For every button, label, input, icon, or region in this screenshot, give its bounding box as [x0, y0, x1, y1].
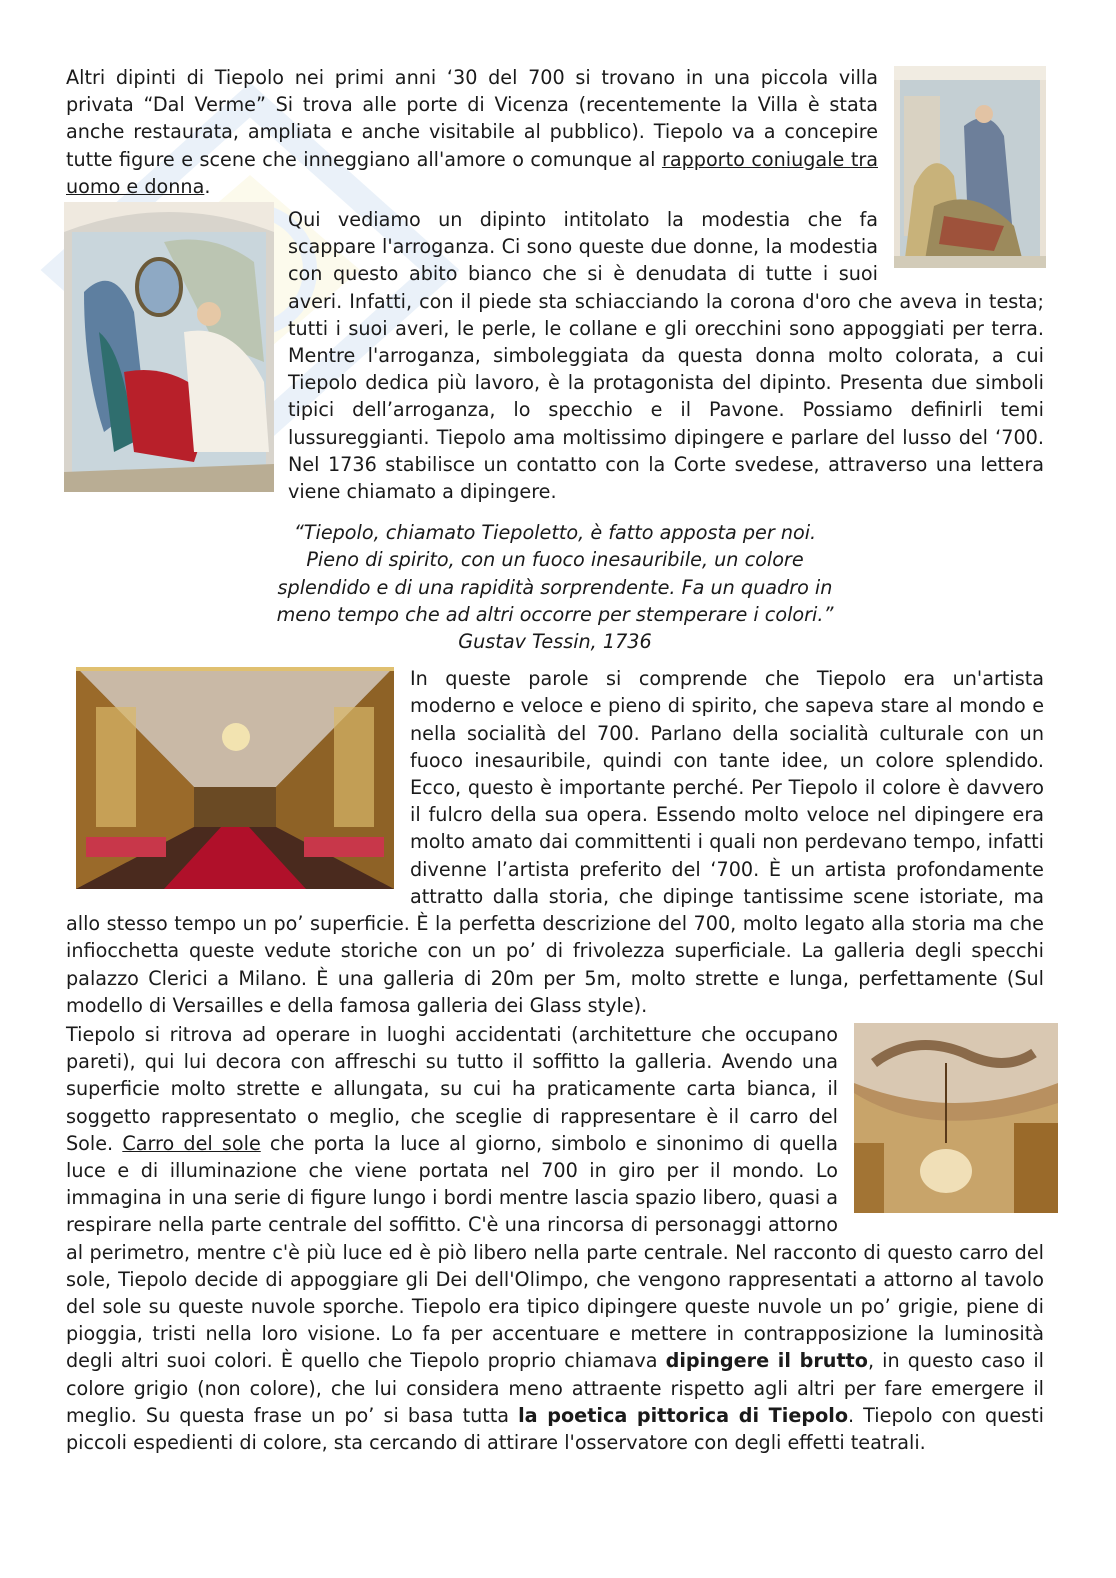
sole-bold-1: dipingere il brutto: [665, 1349, 868, 1373]
quote-line-3: splendido e di una rapidità sorprendente. Fa un quadro in: [277, 575, 833, 599]
quote-line-1: “Tiepolo, chiamato Tiepoletto, è fatto apposta per noi.: [293, 521, 817, 545]
galleria-paragraph: In queste parole si comprende che Tiepolo era un'artista moderno e veloce e pieno di spirito, che sapeva stare al mondo e nella socialità del 700. Parlano della socialità culturale con un fuoco inesauribile, quindi con tante idee, un colore splendido. Ecco, questo è importante perché. Per Tiepolo il colore è davvero il fulcro della sua opera. Essendo molto veloce nel dipingere era molto amato dai committenti i quali non perdevano tempo, infatti divenne l’artista preferito del ‘700. È un artista profondamente attratto dalla storia, che dipinge tantissime scene istoriate, ma allo stesso tempo un po’ superficie. È la perfetta descrizione del 700, molto legato alla storia ma che infiocchetta queste vedute storiche con un po’ di frivolezza superficiale. La galleria degli specchi palazzo Clerici a Milano. È una galleria di 20m per 5m, molto strette e lunga, perfettamente (Sul modello di Versailles e della famosa galleria dei Glass style).: [66, 667, 1044, 1017]
quote-line-4: meno tempo che ad altri occorre per stemperare i colori.”: [276, 602, 834, 626]
intro-text: Altri dipinti di Tiepolo nei primi anni ‘30 del 700 si trovano in una piccola villa privata “Dal Verme” Si trova alle porte di Vicenza (recentemente la Villa è stata anche restaurata, ampliata e anche visitabile al pubblico). Tiepolo va a concepire tutte figure e scene che inneggiano all'amore o comunque al: [66, 66, 878, 171]
sole-bold-2: la poetica pittorica di Tiepolo: [518, 1403, 849, 1427]
image-soffitto-carro-sole: [854, 1023, 1058, 1213]
intro-underlined-text: rapporto coniugale tra uomo e donna: [66, 147, 878, 198]
sole-text-4: . Tiepolo con questi piccoli espedienti di colore, sta cercando di attirare l'osservatore con degli effetti teatrali.: [66, 1403, 1044, 1454]
sole-underlined-text: Carro del sole: [122, 1131, 261, 1155]
sole-text-1: Tiepolo si ritrova ad operare in luoghi accidentati (architetture che occupano pareti), qui lui decora con affreschi su tutto il soffitto la galleria. Avendo una superficie molto strette e allungata, su cui ha praticamente carta bianca, il soggetto rappresentato o meglio, che sceglie di rappresentare è il carro del Sole.: [66, 1022, 838, 1155]
quote-author: Gustav Tessin, 1736: [458, 630, 652, 654]
sole-text-3: , in questo caso il colore grigio (non colore), che lui considera meno attraente rispetto agli altri per fare emergere il meglio. Su questa frase un po’ si basa tutta: [66, 1349, 1044, 1427]
modestia-paragraph: Qui vediamo un dipinto intitolato la modestia che fa scappare l'arroganza. Ci sono queste due donne, la modestia con questo abito bianco che si è denudata di tutte i suoi averi. Infatti, con il piede sta schiacciando la corona d'oro che aveva in testa; tutti i suoi averi, le perle, le collane e gli orecchini sono appoggiati per terra. Mentre l'arroganza, simboleggiata da questa donna molto colorata, a cui Tiepolo dedica più lavoro, è la protagonista del dipinto. Presenta due simboli tipici dell’arroganza, lo specchio e il Pavone. Possiamo definirli temi lussureggianti. Tiepolo ama moltissimo dipingere e parlare del lusso del ‘700. Nel 1736 stabilisce un contatto con la Corte svedese, attraverso una lettera viene chiamato a dipingere.: [288, 208, 1044, 504]
sole-text-2: che porta la luce al giorno, simbolo e sinonimo di quella luce e di illuminazione che viene portata nel 700 in giro per il mondo. Lo immagina in una serie di figure lungo i bordi mentre lascia spazio libero, quasi a respirare nella parte centrale del soffitto. C'è una rincorsa di personaggi attorno al perimetro, mentre c'è più luce ed è piò libero nella parte centrale. Nel racconto di questo carro del sole, Tiepolo decide di appoggiare gli Dei dell'Olimpo, che vengono rappresentati a attorno al tavolo del sole su queste nuvole sporche. Tiepolo era tipico dipingere queste nuvole un po’ grigie, piene di pioggia, tristi nella loro visione. Lo fa per accentuare e mettere in contrapposizione la luminosità degli altri suoi colori. È quello che Tiepolo proprio chiamava: [66, 1131, 1044, 1373]
image-galleria-specchi: [76, 667, 394, 889]
image-fresco-couple: [894, 66, 1046, 268]
image-fresco-modestia: [64, 202, 274, 492]
quote-block: [66, 519, 1044, 655]
document-page: [66, 64, 1044, 1456]
intro-text-end: .: [204, 174, 211, 198]
quote-line-2: Pieno di spirito, con un fuoco inesauribile, un colore: [306, 548, 804, 572]
